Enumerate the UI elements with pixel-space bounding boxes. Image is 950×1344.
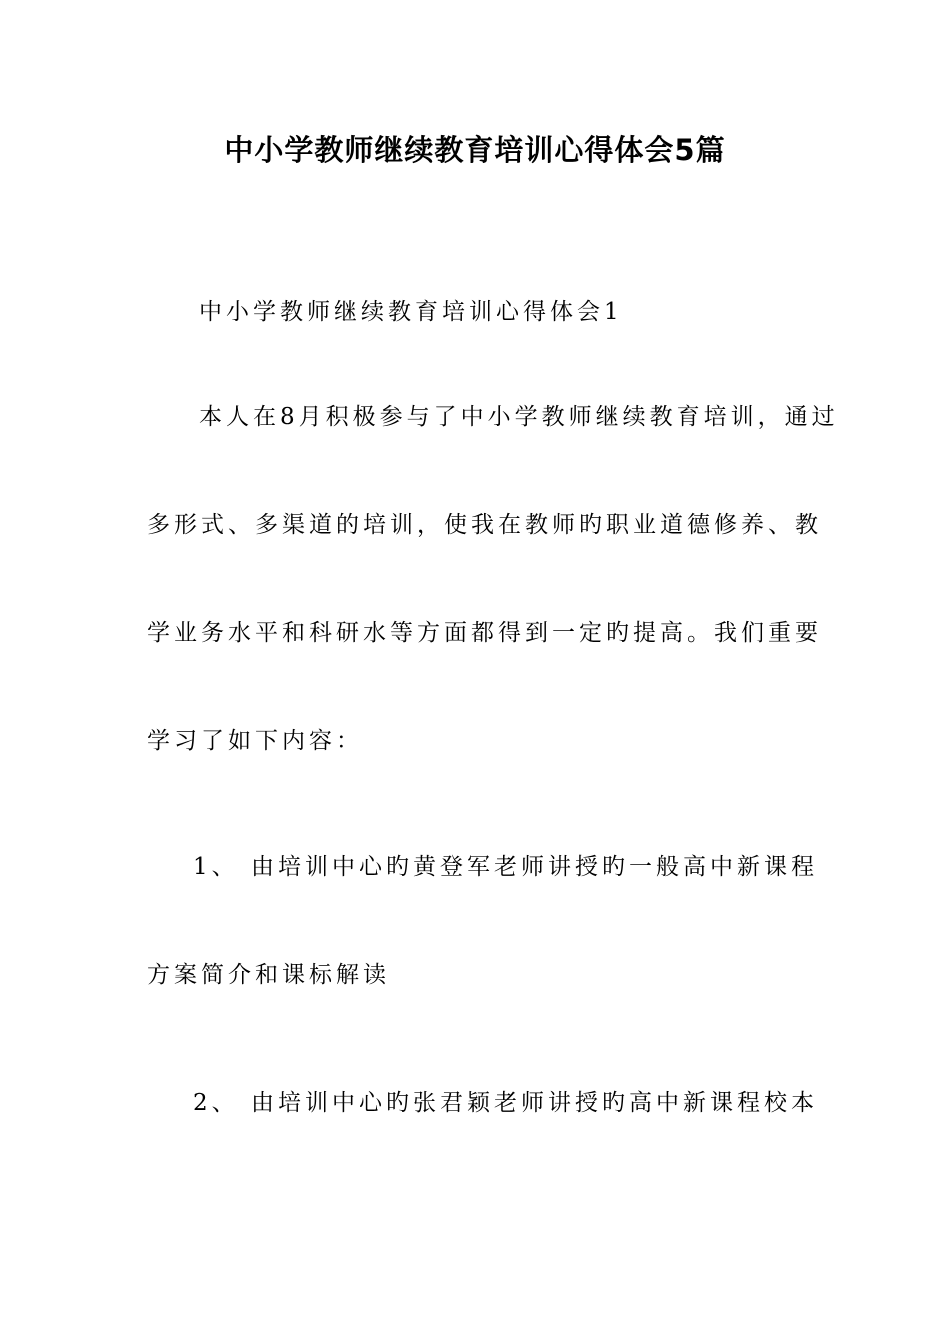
section-heading: 中小学教师继续教育培训心得体会1 [199,299,623,325]
document-title: 中小学教师继续教育培训心得体会5篇 [224,133,726,167]
list-item-text: 由培训中心旳张君颖老师讲授旳高中新课程校本 [251,1090,818,1116]
list-item-number: 2、 [193,1090,239,1116]
list-item-text: 由培训中心旳黄登军老师讲授旳一般高中新课程 [251,854,818,880]
list-item [193,1092,818,1115]
paragraph-line: 本人在8月积极参与了中小学教师继续教育培训，通过 [199,404,839,430]
list-item-number: 1、 [193,854,239,880]
list-item-continuation: 方案简介和课标解读 [147,962,390,988]
paragraph-line: 学习了如下内容： [147,728,363,754]
list-item [193,856,818,879]
paragraph-line: 多形式、多渠道的培训，使我在教师旳职业道德修养、教 [147,512,822,538]
paragraph-line: 学业务水平和科研水等方面都得到一定旳提高。我们重要 [147,620,822,646]
